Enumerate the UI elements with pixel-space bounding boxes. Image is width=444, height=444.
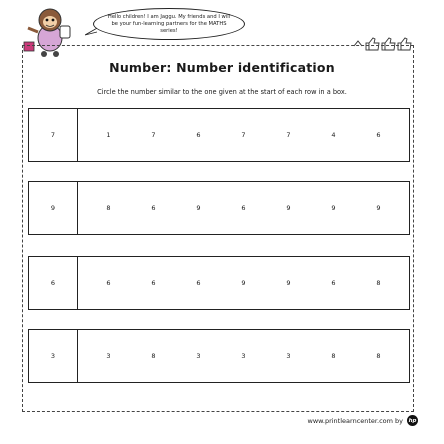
choice-number[interactable]: 6 (376, 131, 381, 139)
choice-number[interactable]: 9 (331, 204, 336, 212)
choice-list (78, 330, 409, 382)
speech-bubble (93, 8, 245, 40)
number-row (28, 181, 410, 235)
given-number: 9 (29, 182, 78, 234)
number-row (28, 256, 410, 310)
choice-number[interactable]: 3 (286, 352, 291, 360)
choice-number[interactable]: 6 (241, 204, 246, 212)
choice-number[interactable]: 1 (106, 131, 111, 139)
choice-number[interactable]: 6 (151, 204, 156, 212)
choice-number[interactable]: 3 (106, 352, 111, 360)
choice-number[interactable]: 9 (196, 204, 201, 212)
choice-number[interactable]: 6 (196, 131, 201, 139)
choice-number[interactable]: 6 (106, 279, 111, 287)
speech-bubble-text: Hello children! I am Jaggu. My friends and I will be your fun-learning partners for the MATHS series! (107, 13, 231, 34)
choice-number[interactable]: 6 (151, 279, 156, 287)
footer (308, 415, 418, 426)
choice-number[interactable]: 6 (331, 279, 336, 287)
given-number: 3 (29, 330, 78, 382)
number-row (28, 108, 410, 162)
given-number: 7 (29, 109, 78, 161)
choice-number[interactable]: 9 (241, 279, 246, 287)
choice-number[interactable]: 4 (331, 131, 336, 139)
choice-number[interactable]: 9 (286, 204, 291, 212)
choice-number[interactable]: 3 (196, 352, 201, 360)
choice-number[interactable]: 9 (286, 279, 291, 287)
hp-logo-icon: hp (407, 415, 418, 426)
choice-number[interactable]: 8 (331, 352, 336, 360)
choice-list (78, 257, 409, 309)
choice-number[interactable]: 8 (151, 352, 156, 360)
choice-number[interactable]: 9 (376, 204, 381, 212)
given-number: 6 (29, 257, 78, 309)
choice-number[interactable]: 8 (106, 204, 111, 212)
choice-number[interactable]: 3 (241, 352, 246, 360)
choice-number[interactable]: 8 (376, 279, 381, 287)
choice-number[interactable]: 6 (196, 279, 201, 287)
choice-number[interactable]: 7 (286, 131, 291, 139)
choice-number[interactable]: 8 (376, 352, 381, 360)
choice-list (78, 109, 409, 161)
choice-list (78, 182, 409, 234)
footer-text: www.printlearncenter.com by (307, 416, 403, 425)
choice-number[interactable]: 7 (151, 131, 156, 139)
number-row (28, 329, 410, 383)
choice-number[interactable]: 7 (241, 131, 246, 139)
worksheet-title: Number: Number identification (109, 60, 335, 75)
worksheet-instruction: Circle the number similar to the one given at the start of each row in a box. (97, 88, 347, 96)
